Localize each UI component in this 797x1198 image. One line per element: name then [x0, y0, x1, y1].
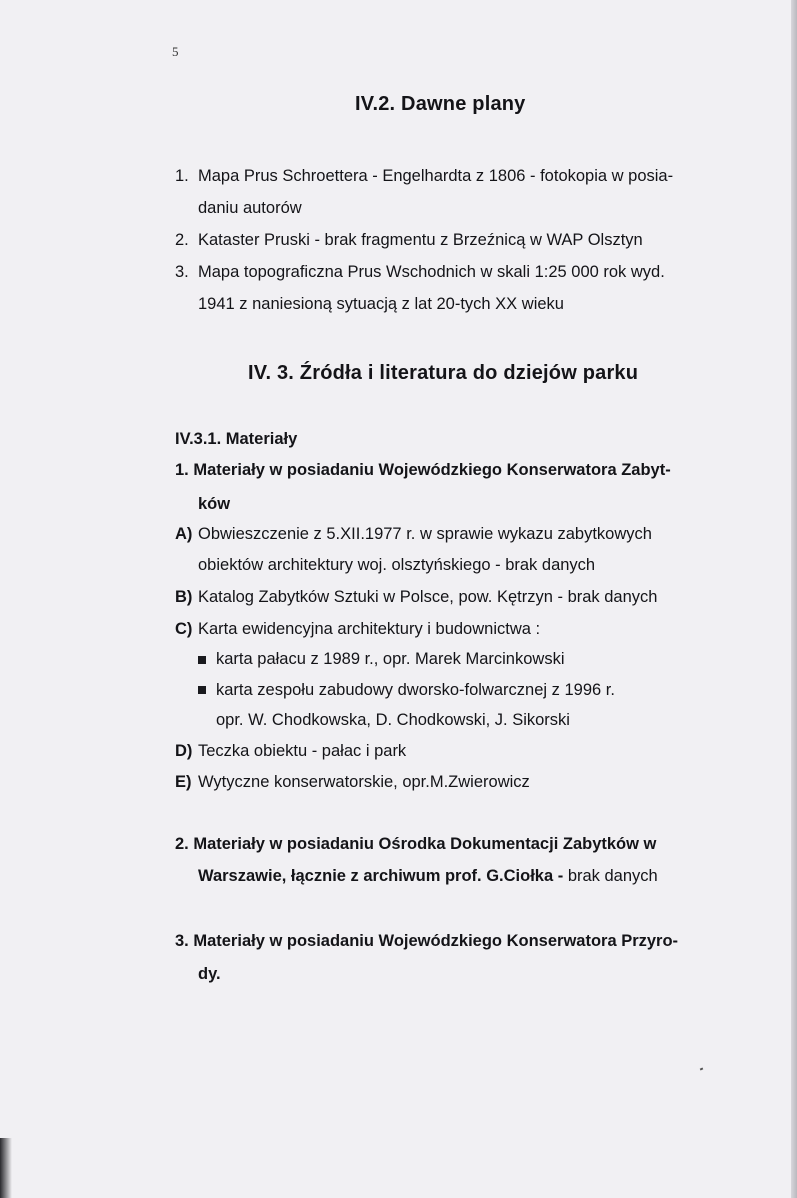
group-heading-continuation — [198, 867, 658, 886]
bullet-square-icon — [198, 686, 206, 694]
scan-speck — [700, 1067, 704, 1070]
page-number: 5 — [172, 44, 179, 59]
bullet-text: karta zespołu zabudowy dworsko-folwarcznej z 1996 r. — [216, 681, 615, 699]
entry-text: Wytyczne konserwatorskie, opr.M.Zwierowicz — [198, 773, 530, 791]
list-item-number: 2. — [175, 231, 189, 249]
entry-letter: A) — [175, 525, 193, 543]
group-heading: 1. Materiały w posiadaniu Wojewódzkiego Konserwatora Zabyt- — [175, 461, 671, 479]
list-item-number: 1. — [175, 167, 189, 185]
section-heading-zrodla: IV. 3. Źródła i literatura do dziejów parku — [248, 362, 639, 384]
bullet-text: opr. W. Chodkowska, D. Chodkowski, J. Sikorski — [216, 711, 570, 729]
scan-edge-shadow — [0, 1138, 12, 1198]
group-heading-continuation: dy. — [198, 965, 221, 983]
list-item-text: Kataster Pruski - brak fragmentu z Brzeźnicą w WAP Olsztyn — [198, 231, 643, 249]
entry-text: Karta ewidencyjna architektury i budownictwa : — [198, 620, 541, 638]
entry-text: Teczka obiektu - pałac i park — [198, 742, 407, 760]
group-heading: 2. Materiały w posiadaniu Ośrodka Dokumentacji Zabytków w — [175, 835, 657, 853]
group-heading-regular-part: brak danych — [563, 867, 658, 885]
entry-letter: E) — [175, 773, 192, 791]
list-item-text: daniu autorów — [198, 199, 302, 217]
section-heading-dawne-plany: IV.2. Dawne plany — [355, 93, 526, 115]
entry-text: obiektów architektury woj. olsztyńskiego - brak danych — [198, 556, 596, 574]
entry-letter: D) — [175, 742, 193, 760]
page-edge-shadow — [791, 0, 797, 1198]
entry-text: Obwieszczenie z 5.XII.1977 r. w sprawie wykazu zabytkowych — [198, 525, 652, 543]
entry-letter: B) — [175, 588, 193, 606]
list-item-text: 1941 z naniesioną sytuacją z lat 20-tych XX wieku — [198, 295, 564, 313]
group-heading-continuation: ków — [198, 495, 231, 513]
group-heading-bold-part: Warszawie, łącznie z archiwum prof. G.Ciołka - — [198, 867, 564, 885]
list-item-text: Mapa topograficzna Prus Wschodnich w skali 1:25 000 rok wyd. — [198, 263, 665, 281]
entry-letter: C) — [175, 620, 193, 638]
subsection-heading: IV.3.1. Materiały — [175, 430, 298, 448]
group-heading: 3. Materiały w posiadaniu Wojewódzkiego Konserwatora Przyro- — [175, 932, 679, 950]
entry-text: Katalog Zabytków Sztuki w Polsce, pow. Kętrzyn - brak danych — [198, 588, 658, 606]
bullet-text: karta pałacu z 1989 r., opr. Marek Marcinkowski — [216, 650, 565, 668]
bullet-square-icon — [198, 656, 206, 664]
list-item-number: 3. — [175, 263, 189, 281]
list-item-text: Mapa Prus Schroettera - Engelhardta z 1806 - fotokopia w posia- — [198, 167, 674, 185]
